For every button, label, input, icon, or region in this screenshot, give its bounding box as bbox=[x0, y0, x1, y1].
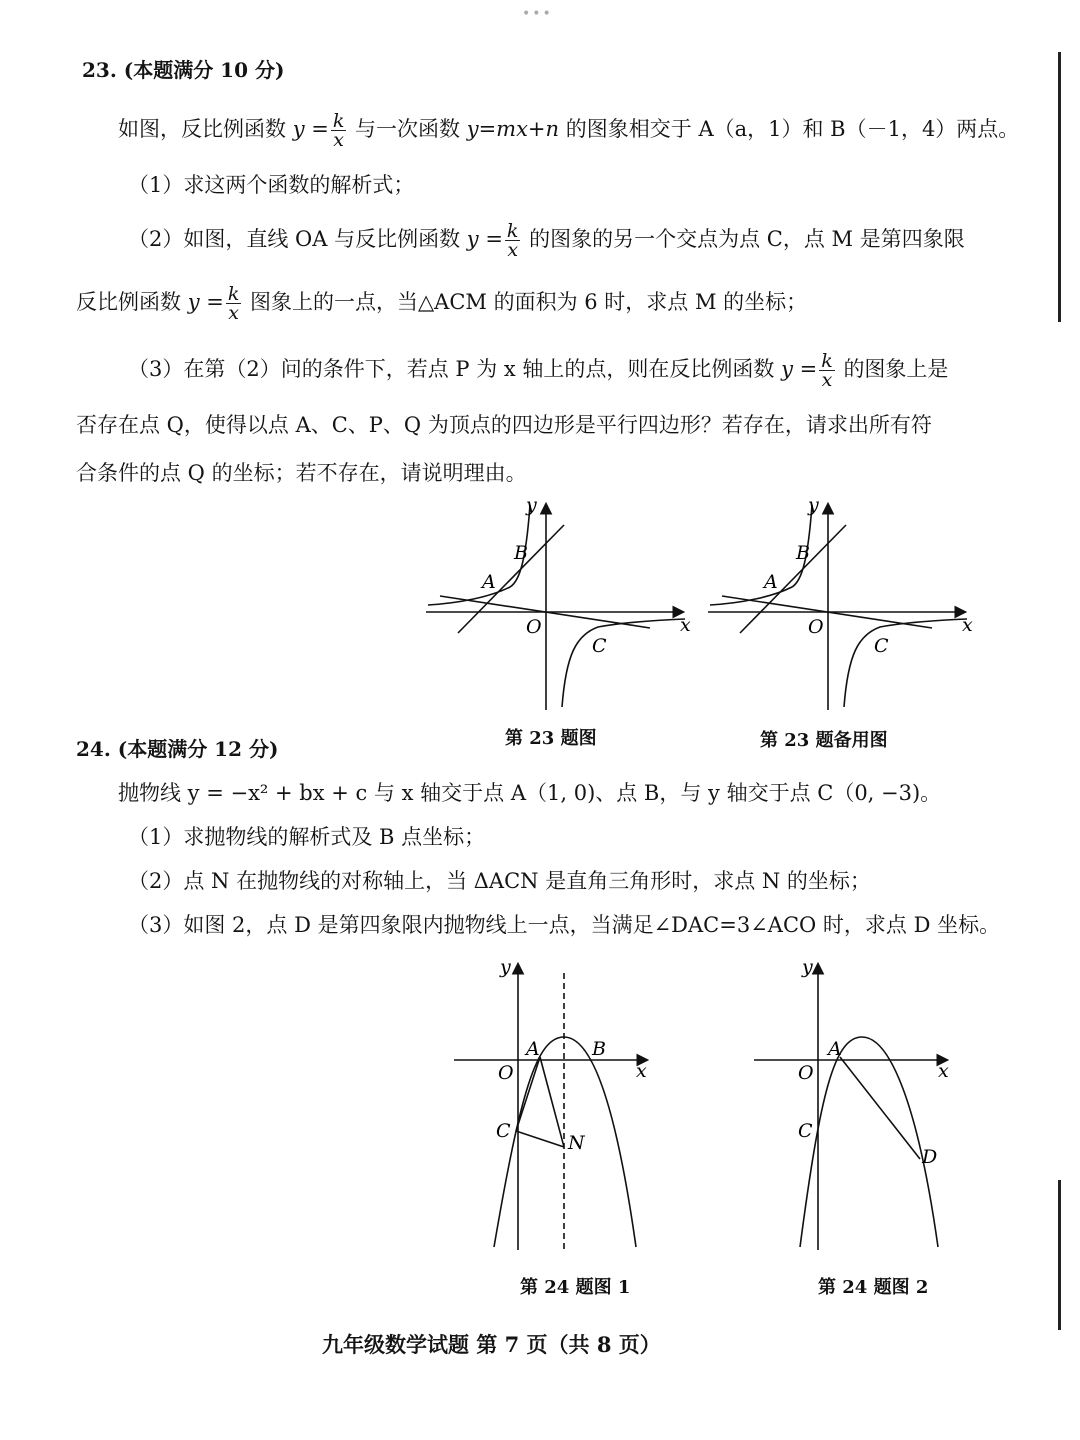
q23-part3-cont: 否存在点 Q，使得以点 A、C、P、Q 为顶点的四边形是平行四边形？若存在，请求出所有符 bbox=[76, 413, 932, 437]
q23-part2-text: （2）如图，直线 OA 与反比例函数 bbox=[128, 227, 461, 251]
hyperbola-branch-q4 bbox=[562, 619, 685, 707]
segment-AN bbox=[540, 1057, 564, 1147]
q23-part2-cont bbox=[76, 285, 807, 322]
q24-intro: 抛物线 y = −x² + bx + c 与 x 轴交于点 A（1, 0)、点 B，与 y 轴交于点 C（0, −3)。 bbox=[118, 781, 942, 805]
page-edge-mark bbox=[1058, 52, 1061, 322]
parabola bbox=[800, 1037, 938, 1247]
q23-part2-text: 图象上的一点，当△ACM 的面积为 6 时，求点 M 的坐标； bbox=[250, 290, 808, 314]
frac-lhs: y = bbox=[466, 227, 503, 251]
q23-part2-text: 反比例函数 bbox=[76, 290, 181, 314]
label-x: x bbox=[938, 1060, 949, 1082]
segment-AC bbox=[516, 1057, 540, 1131]
parabola bbox=[494, 1037, 636, 1247]
label-A: A bbox=[526, 1038, 540, 1060]
q24-part1: （1）求抛物线的解析式及 B 点坐标； bbox=[128, 825, 486, 849]
q23-part1: （1）求这两个函数的解析式； bbox=[128, 173, 415, 197]
label-y: y bbox=[808, 495, 819, 516]
fraction-k-over-x: $\frac{k}{x}$ bbox=[506, 220, 519, 261]
fraction-k-over-x: $\frac{k}{x}$ bbox=[332, 110, 345, 151]
q23-intro-text: 如图，反比例函数 bbox=[118, 117, 286, 141]
label-N: N bbox=[568, 1132, 585, 1154]
q23-figure-main bbox=[420, 495, 700, 720]
label-O: O bbox=[798, 1062, 814, 1084]
label-C: C bbox=[592, 635, 607, 657]
q24-fig-caption-2: 第 24 题图 2 bbox=[818, 1277, 929, 1298]
label-A: A bbox=[482, 571, 496, 593]
q23-part3 bbox=[128, 352, 948, 389]
q23-part2 bbox=[128, 222, 965, 259]
label-y: y bbox=[526, 495, 537, 516]
label-C: C bbox=[496, 1120, 511, 1142]
label-y: y bbox=[802, 956, 813, 978]
label-B: B bbox=[592, 1038, 606, 1060]
label-D: D bbox=[922, 1146, 938, 1168]
label-O: O bbox=[808, 616, 824, 638]
q23-part3-cont: 合条件的点 Q 的坐标；若不存在，请说明理由。 bbox=[76, 461, 527, 485]
q24-heading: 24. (本题满分 12 分) bbox=[76, 737, 279, 761]
q23-fig-caption-1: 第 23 题图 bbox=[505, 728, 597, 749]
q23-intro-text: 的图象相交于 bbox=[565, 117, 692, 141]
q23-intro-text: 与一次函数 bbox=[355, 117, 461, 141]
segment-AD bbox=[840, 1057, 920, 1159]
q23-intro-points: A（a，1）和 B（－1，4）两点。 bbox=[698, 117, 1020, 141]
q23-heading: 23. (本题满分 10 分) bbox=[82, 58, 285, 82]
label-C: C bbox=[798, 1120, 813, 1142]
label-x: x bbox=[680, 614, 691, 636]
page-footer: 九年级数学试题 第 7 页（共 8 页） bbox=[322, 1332, 661, 1357]
more-menu-icon[interactable]: ••• bbox=[522, 6, 553, 22]
label-x: x bbox=[636, 1060, 647, 1082]
q24-figure-1 bbox=[450, 955, 670, 1255]
hyperbola-branch-q4 bbox=[844, 619, 967, 707]
segment-CN bbox=[516, 1131, 564, 1147]
q23-fig-caption-2: 第 23 题备用图 bbox=[760, 730, 888, 751]
q24-fig-caption-1: 第 24 题图 1 bbox=[520, 1277, 631, 1298]
label-A: A bbox=[764, 571, 778, 593]
fraction-k-over-x: $\frac{k}{x}$ bbox=[821, 350, 833, 391]
q24-part2: （2）点 N 在抛物线的对称轴上，当 ΔACN 是直角三角形时，求点 N 的坐标； bbox=[128, 869, 871, 893]
line-AB bbox=[740, 525, 846, 633]
q23-part3-text: （3）在第（2）问的条件下，若点 P 为 x 轴上的点，则在反比例函数 bbox=[128, 357, 775, 381]
q24-figure-2 bbox=[750, 955, 970, 1255]
label-B: B bbox=[514, 542, 528, 564]
label-y: y bbox=[500, 956, 511, 978]
label-O: O bbox=[526, 616, 542, 638]
label-A: A bbox=[828, 1038, 842, 1060]
q23-part2-text: 的图象的另一个交点为点 C，点 M 是第四象限 bbox=[529, 227, 965, 251]
q23-part3-text: 的图象上是 bbox=[843, 357, 949, 381]
q23-figure-backup bbox=[702, 495, 982, 720]
label-x: x bbox=[962, 614, 973, 636]
page-edge-mark bbox=[1058, 1180, 1061, 1330]
label-O: O bbox=[498, 1062, 514, 1084]
linear-function: y=mx+n bbox=[466, 117, 560, 141]
line-AB bbox=[458, 525, 564, 633]
frac-lhs: y = bbox=[187, 290, 224, 314]
q24-part3: （3）如图 2，点 D 是第四象限内抛物线上一点，当满足∠DAC=3∠ACO 时，求点 D 坐标。 bbox=[128, 913, 1001, 937]
label-C: C bbox=[874, 635, 889, 657]
label-B: B bbox=[796, 542, 810, 564]
q23-intro bbox=[118, 112, 1019, 149]
fraction-k-over-x: $\frac{k}{x}$ bbox=[227, 283, 240, 324]
frac-lhs: y = bbox=[781, 357, 818, 381]
frac-lhs: y = bbox=[292, 117, 329, 141]
